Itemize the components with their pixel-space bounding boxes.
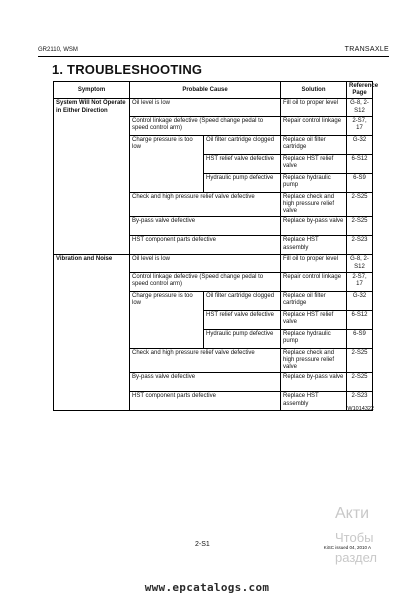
col-header-cause: Probable Cause [130,82,281,99]
solution-cell: Replace by-pass valve [281,373,347,392]
solution-cell: Replace hydraulic pump [281,173,347,192]
cause-cell: HST component parts defective [130,392,281,411]
reference-cell: 6-S12 [347,310,373,329]
reference-cell: 2-S23 [347,236,373,255]
cause-cell: Oil filter cartridge clogged [204,135,281,154]
solution-cell: Replace oil filter cartridge [281,291,347,310]
cause-cell: Control linkage defective (Speed change pedal to speed control arm) [130,272,281,291]
cause-cell: Hydraulic pump defective [204,173,281,192]
header-section: TRANSAXLE [344,46,389,53]
solution-cell: Replace HST relief valve [281,154,347,173]
cause-cell: Control linkage defective (Speed change pedal to speed control arm) [130,116,281,135]
header-model: GR2110, WSM [38,47,78,53]
reference-cell: 2-S25 [347,348,373,373]
reference-cell: 6-S9 [347,329,373,348]
reference-cell: 6-S9 [347,173,373,192]
watermark-line: раздел [335,550,377,565]
reference-cell: G-32 [347,291,373,310]
solution-cell: Fill oil to proper level [281,99,347,116]
cause-cell: HST relief valve defective [204,310,281,329]
reference-cell: G-8, 2-S12 [347,255,373,272]
table-row [54,255,373,272]
solution-cell: Replace HST assembly [281,236,347,255]
reference-cell: 2-S25 [347,217,373,236]
solution-cell: Replace check and high pressure relief valve [281,348,347,373]
table-row [54,99,373,116]
col-header-reference: Reference Page [347,82,373,99]
solution-cell: Repair control linkage [281,116,347,135]
solution-cell: Replace HST assembly [281,392,347,411]
cause-cell: Hydraulic pump defective [204,329,281,348]
solution-cell: Replace check and high pressure relief valve [281,192,347,217]
col-header-symptom: Symptom [54,82,130,99]
cause-cell: Oil level is low [130,99,281,116]
reference-cell: 2-S23 [347,392,373,411]
site-url-link[interactable]: www.epcatalogs.com [144,581,270,594]
reference-cell: 2-S25 [347,192,373,217]
header-divider [38,56,389,57]
reference-cell: 2-S7, 17 [347,116,373,135]
solution-cell: Replace HST relief valve [281,310,347,329]
reference-cell: G-8, 2-S12 [347,99,373,116]
table-header-row [54,82,373,99]
symptom-cell: System Will Not Operate in Either Direction [54,99,130,255]
cause-cell: Check and high pressure relief valve defective [130,348,281,373]
cause-cell: Check and high pressure relief valve defective [130,192,281,217]
col-header-solution: Solution [281,82,347,99]
solution-cell: Replace oil filter cartridge [281,135,347,154]
symptom-cell: Vibration and Noise [54,255,130,411]
cause-cell: Oil filter cartridge clogged [204,291,281,310]
reference-cell: 2-S7, 17 [347,272,373,291]
solution-cell: Fill oil to proper level [281,255,347,272]
cause-main-cell: Charge pressure is too low [130,291,204,348]
cause-cell: By-pass valve defective [130,217,281,236]
reference-cell: 6-S12 [347,154,373,173]
solution-cell: Replace by-pass valve [281,217,347,236]
issue-note: KiSC issued 04, 2010 A [323,545,371,550]
watermark-line: Чтобы [335,530,374,545]
cause-cell: HST component parts defective [130,236,281,255]
page-title: 1. TROUBLESHOOTING [52,62,203,77]
reference-cell: G-32 [347,135,373,154]
cause-cell: HST relief valve defective [204,154,281,173]
solution-cell: Repair control linkage [281,272,347,291]
solution-cell: Replace hydraulic pump [281,329,347,348]
cause-cell: By-pass valve defective [130,373,281,392]
page-number: 2-S1 [195,541,210,548]
cause-cell: Oil level is low [130,255,281,272]
reference-cell: 2-S25 [347,373,373,392]
troubleshooting-table [53,81,379,411]
document-code: W1014322 [347,406,374,412]
cause-main-cell: Charge pressure is too low [130,135,204,192]
watermark-line: Акти [335,505,370,522]
